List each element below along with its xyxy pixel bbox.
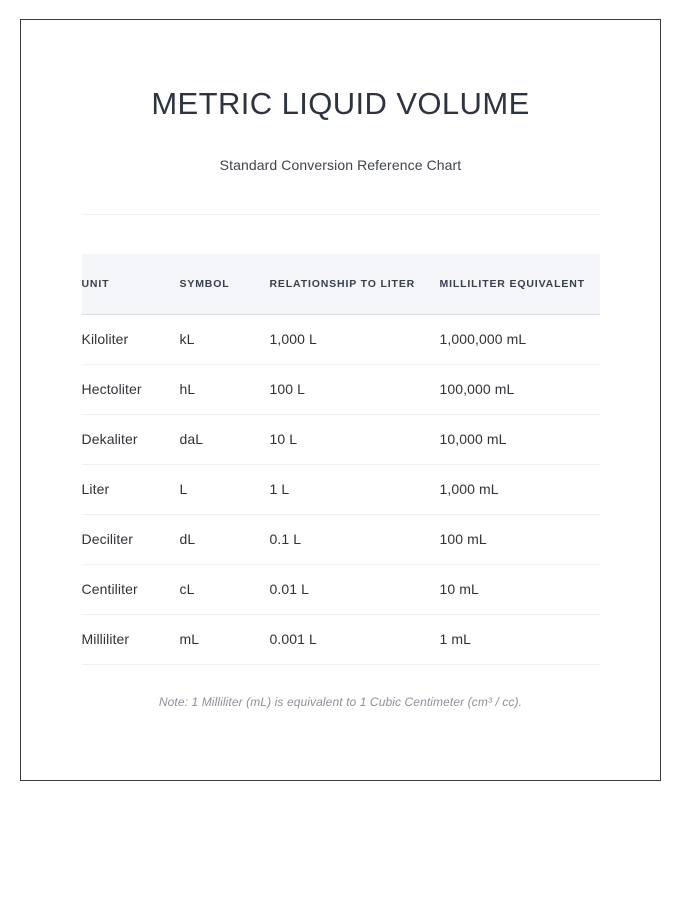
table-row bbox=[82, 614, 600, 664]
cell-unit: Milliliter bbox=[82, 614, 180, 664]
cell-milliliter-equivalent: 100 mL bbox=[440, 514, 600, 564]
cell-symbol: hL bbox=[180, 364, 270, 414]
cell-symbol: dL bbox=[180, 514, 270, 564]
cell-milliliter-equivalent: 1,000,000 mL bbox=[440, 314, 600, 364]
cell-unit: Centiliter bbox=[82, 564, 180, 614]
cell-unit: Kiloliter bbox=[82, 314, 180, 364]
table-row bbox=[82, 564, 600, 614]
cell-symbol: cL bbox=[180, 564, 270, 614]
table-row bbox=[82, 464, 600, 514]
table-body bbox=[82, 314, 600, 664]
cell-milliliter-equivalent: 100,000 mL bbox=[440, 364, 600, 414]
cell-relationship-to-liter: 10 L bbox=[270, 414, 440, 464]
cell-symbol: daL bbox=[180, 414, 270, 464]
column-header-unit: UNIT bbox=[82, 254, 180, 315]
table-row bbox=[82, 414, 600, 464]
table-row bbox=[82, 514, 600, 564]
cell-milliliter-equivalent: 10,000 mL bbox=[440, 414, 600, 464]
cell-relationship-to-liter: 1 L bbox=[270, 464, 440, 514]
conversion-table-container bbox=[82, 215, 600, 665]
cell-relationship-to-liter: 1,000 L bbox=[270, 314, 440, 364]
cell-unit: Deciliter bbox=[82, 514, 180, 564]
cell-relationship-to-liter: 0.1 L bbox=[270, 514, 440, 564]
table-header bbox=[82, 254, 600, 315]
cell-relationship-to-liter: 0.001 L bbox=[270, 614, 440, 664]
column-header-milliliter-equivalent: MILLILITER EQUIVALENT bbox=[440, 254, 600, 315]
table-row bbox=[82, 364, 600, 414]
cell-unit: Hectoliter bbox=[82, 364, 180, 414]
table-row bbox=[82, 314, 600, 364]
cell-unit: Liter bbox=[82, 464, 180, 514]
cell-symbol: L bbox=[180, 464, 270, 514]
cell-milliliter-equivalent: 10 mL bbox=[440, 564, 600, 614]
conversion-table bbox=[82, 254, 600, 665]
page-title: METRIC LIQUID VOLUME bbox=[151, 86, 530, 121]
cell-milliliter-equivalent: 1 mL bbox=[440, 614, 600, 664]
cell-relationship-to-liter: 0.01 L bbox=[270, 564, 440, 614]
footer-note-container bbox=[82, 665, 600, 709]
cell-symbol: mL bbox=[180, 614, 270, 664]
footer-note: Note: 1 Milliliter (mL) is equivalent to 1 Cubic Centimeter (cm³ / cc). bbox=[158, 694, 523, 709]
cell-relationship-to-liter: 100 L bbox=[270, 364, 440, 414]
table-header-row bbox=[82, 254, 600, 315]
reference-chart-sheet bbox=[20, 19, 661, 781]
document-header bbox=[21, 20, 660, 173]
cell-unit: Dekaliter bbox=[82, 414, 180, 464]
column-header-symbol: SYMBOL bbox=[180, 254, 270, 315]
cell-milliliter-equivalent: 1,000 mL bbox=[440, 464, 600, 514]
column-header-relationship-to-liter: RELATIONSHIP TO LITER bbox=[270, 254, 440, 315]
page-subtitle: Standard Conversion Reference Chart bbox=[219, 156, 462, 173]
cell-symbol: kL bbox=[180, 314, 270, 364]
